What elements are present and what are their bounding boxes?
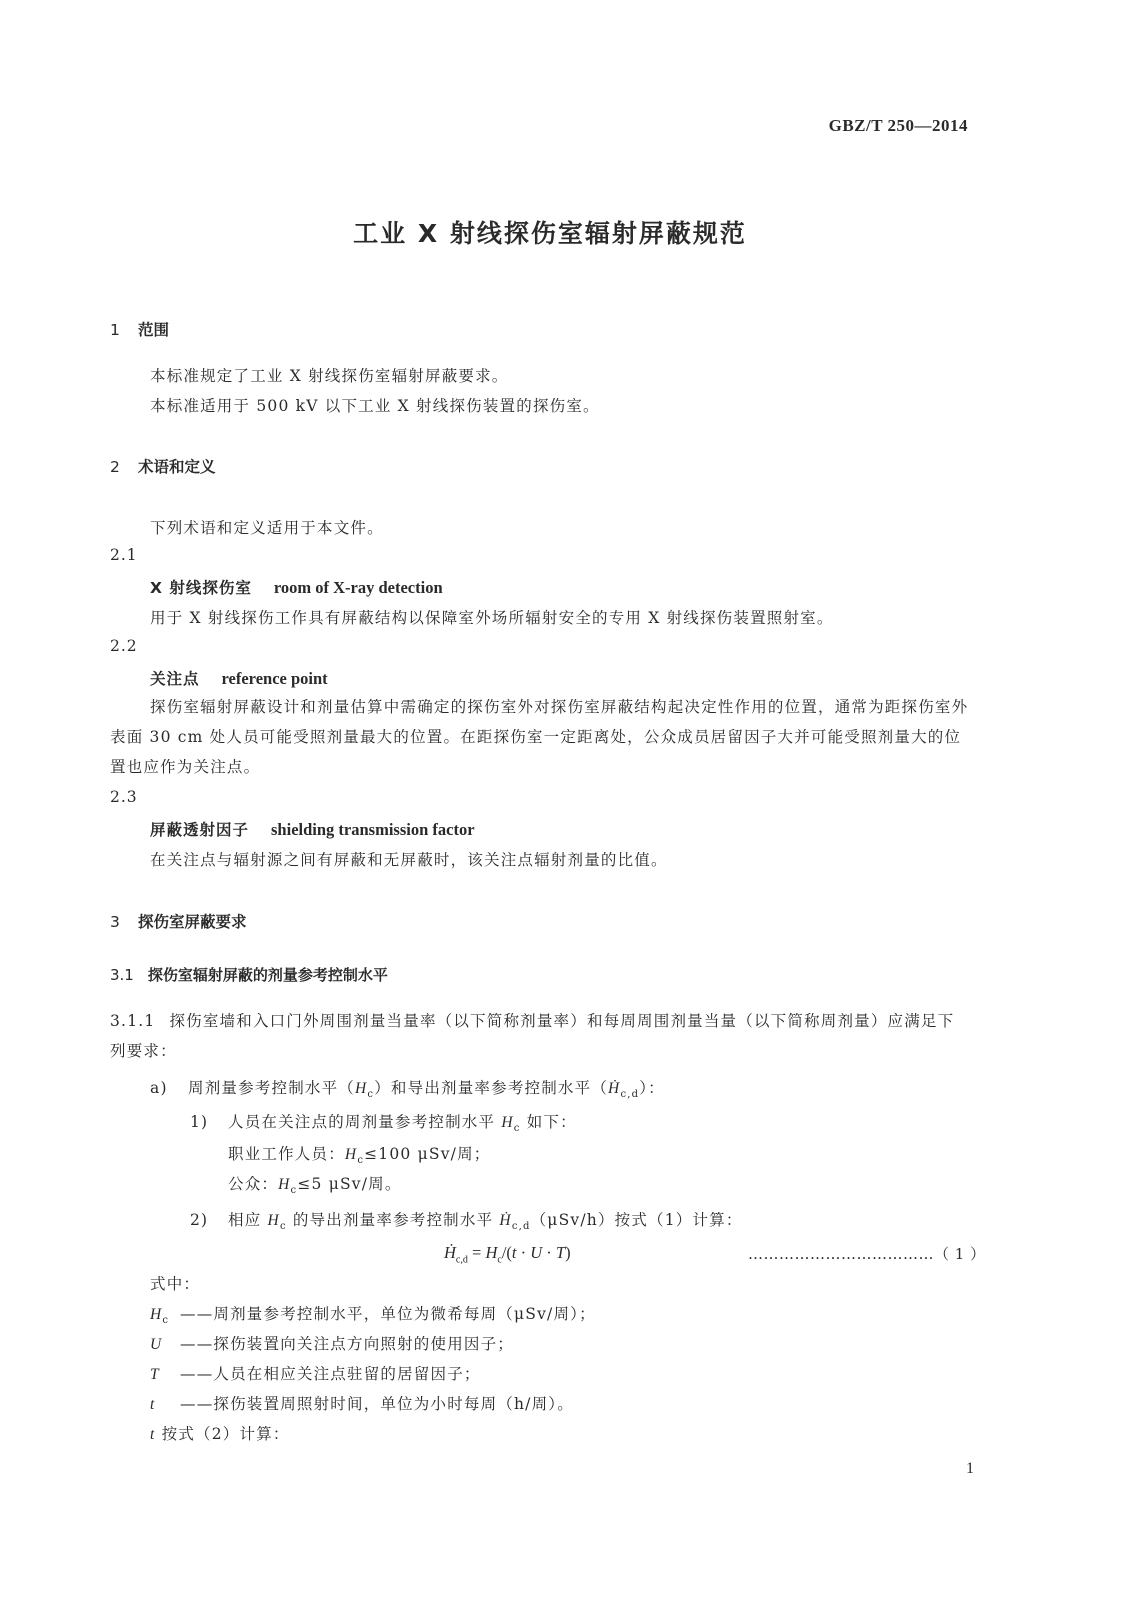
term-2-1-english: room of X-ray detection bbox=[273, 578, 443, 597]
term-2-2-heading bbox=[150, 667, 328, 689]
section-2-intro: 下列术语和定义适用于本文件。 bbox=[150, 519, 384, 537]
section-3-heading bbox=[110, 910, 247, 932]
item-2-text-mid: 的导出剂量率参考控制水平 bbox=[286, 1211, 500, 1229]
variable-t bbox=[150, 1392, 574, 1414]
variable-U-symbol: U bbox=[150, 1336, 163, 1353]
occupational-limit-value: ≤100 μSv/周； bbox=[364, 1145, 491, 1163]
standard-code: GBZ/T 250—2014 bbox=[828, 116, 968, 135]
section-1-paragraph-2: 本标准适用于 500 kV 以下工业 X 射线探伤装置的探伤室。 bbox=[150, 397, 600, 415]
item-1-label: 1) bbox=[190, 1113, 209, 1131]
subsection-3-1-number: 3.1 bbox=[110, 966, 134, 984]
public-limit: 公众：$H_c\le 5$ μSv/周。 bbox=[228, 1175, 402, 1197]
term-2-3-chinese: 屏蔽透射因子 bbox=[150, 821, 250, 839]
term-2-2-chinese: 关注点 bbox=[150, 670, 200, 688]
variable-t-symbol: t bbox=[150, 1396, 156, 1413]
variable-Hc-symbol: H bbox=[150, 1306, 163, 1323]
term-2-1-definition: 用于 X 射线探伤工作具有屏蔽结构以保障室外场所辐射安全的专用 X 射线探伤装置照射室。 bbox=[150, 609, 834, 627]
equation-1-number: ………………………………（ 1 ） bbox=[748, 1245, 986, 1263]
term-2-3-definition: 在关注点与辐射源之间有屏蔽和无屏蔽时，该关注点辐射剂量的比值。 bbox=[150, 851, 668, 869]
variable-Hc bbox=[150, 1302, 596, 1326]
variable-T-description: ——人员在相应关注点驻留的居留因子； bbox=[180, 1365, 481, 1383]
term-2-3-number: 2.3 bbox=[110, 788, 138, 806]
item-1-text-post: 如下： bbox=[520, 1113, 577, 1131]
occupational-limit: 职业工作人员：$H_c\le 100$ μSv/周； bbox=[228, 1145, 491, 1167]
section-1-heading bbox=[110, 318, 169, 340]
item-2-text-pre: 相应 bbox=[228, 1211, 268, 1229]
section-2-number: 2 bbox=[110, 458, 120, 476]
section-2-title: 术语和定义 bbox=[138, 458, 216, 476]
section-2-heading bbox=[110, 455, 216, 477]
section-1-title: 范围 bbox=[138, 321, 170, 339]
variable-T-symbol: T bbox=[150, 1366, 160, 1383]
variable-t-description: ——探伤装置周照射时间，单位为小时每周（h/周）。 bbox=[180, 1395, 574, 1413]
item-2: 2) 相应 $H_c$ 的导出剂量率参考控制水平 Ḣ$_{c,d}$（μSv/h）按式（1）计算： bbox=[190, 1211, 743, 1233]
item-a: a) 周剂量参考控制水平$(H_c)$和导出剂量率参考控制水平（Ḣ$_{c,d}$）： bbox=[150, 1079, 665, 1101]
variable-Hc-subscript: c bbox=[162, 1315, 170, 1327]
clause-3-1-1-number: 3.1.1 bbox=[110, 1012, 156, 1030]
term-2-3-heading bbox=[150, 818, 475, 840]
term-2-2-english: reference point bbox=[221, 669, 328, 688]
document-title: 工业 X 射线探伤室辐射屏蔽规范 bbox=[353, 219, 747, 248]
section-1-paragraph-1: 本标准规定了工业 X 射线探伤室辐射屏蔽要求。 bbox=[150, 367, 509, 385]
item-1-text-pre: 人员在关注点的周剂量参考控制水平 bbox=[228, 1113, 502, 1131]
clause-3-1-1-text: 探伤室墙和入口门外周围剂量当量率（以下简称剂量率）和每周周围剂量当量（以下简称周剂量）应满足下列要求： bbox=[110, 1012, 955, 1060]
term-2-2-definition: 探伤室辐射屏蔽设计和剂量估算中需确定的探伤室外对探伤室屏蔽结构起决定性作用的位置，通常为距探伤室外表面 30 cm 处人员可能受照剂量最大的位置。在距探伤室一定距离处，公众成员居留因子大并可能受照剂量大的位置也应作为关注点。 bbox=[110, 698, 969, 776]
section-1-number: 1 bbox=[110, 321, 120, 339]
public-limit-value: ≤5 μSv/周。 bbox=[297, 1175, 402, 1193]
section-3-title: 探伤室屏蔽要求 bbox=[138, 913, 247, 931]
subsection-3-1-heading bbox=[110, 964, 388, 985]
term-2-1-number: 2.1 bbox=[110, 546, 138, 564]
public-limit-label: 公众： bbox=[228, 1175, 279, 1193]
equation-1: Ḣ$_{c,d}$ = $H_c/(t \cdot U \cdot T)$ bbox=[444, 1243, 571, 1266]
page-number: 1 bbox=[966, 1460, 974, 1477]
variable-T bbox=[150, 1362, 481, 1384]
subsection-3-1-title: 探伤室辐射屏蔽的剂量参考控制水平 bbox=[147, 966, 388, 984]
occupational-limit-label: 职业工作人员： bbox=[228, 1145, 345, 1163]
item-2-label: 2) bbox=[190, 1211, 209, 1229]
item-a-text-pre: 周剂量参考控制水平（ bbox=[188, 1079, 356, 1097]
item-1: 1) 人员在关注点的周剂量参考控制水平 $H_c$ 如下： bbox=[190, 1113, 577, 1135]
equation-2-intro-text: 按式（2）计算： bbox=[155, 1425, 290, 1443]
item-a-label: a) bbox=[150, 1079, 168, 1097]
where-label: 式中： bbox=[150, 1275, 201, 1293]
variable-U-description: ——探伤装置向关注点方向照射的使用因子； bbox=[180, 1335, 515, 1353]
section-3-number: 3 bbox=[110, 913, 120, 931]
clause-3-1-1 bbox=[110, 1006, 970, 1066]
term-2-1-heading bbox=[150, 576, 443, 598]
term-2-3-english: shielding transmission factor bbox=[271, 820, 475, 839]
item-a-text-post: ）： bbox=[639, 1079, 665, 1097]
term-2-2-number: 2.2 bbox=[110, 637, 138, 655]
term-2-1-chinese: X 射线探伤室 bbox=[150, 579, 252, 597]
variable-U bbox=[150, 1332, 514, 1354]
item-a-text-mid: ）和导出剂量率参考控制水平（ bbox=[374, 1079, 609, 1097]
variable-Hc-description: ——周剂量参考控制水平，单位为微希每周（μSv/周）； bbox=[180, 1305, 596, 1323]
item-2-text-post: （μSv/h）按式（1）计算： bbox=[530, 1211, 743, 1229]
equation-2-intro bbox=[150, 1422, 290, 1444]
equation-2-symbol: t bbox=[150, 1426, 156, 1443]
